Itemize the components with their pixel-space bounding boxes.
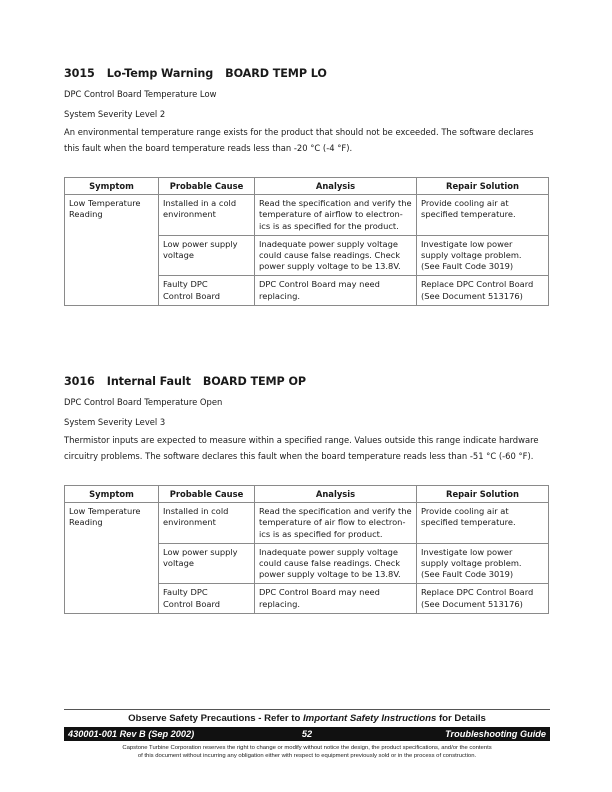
fault-code: 3016 [64,375,95,388]
guide-title: Troubleshooting Guide [445,729,546,739]
cell-line: voltage [163,250,194,261]
cell-line: Provide cooling air at [421,198,509,209]
safety-prefix: Observe Safety Precautions - Refer to [128,713,304,724]
solution-cell [417,584,549,613]
cell-line: power supply voltage to be 13.8V. [259,569,401,580]
cell-line: ics is as specified for product. [259,528,383,539]
solution-cell [417,195,549,236]
header-analysis: Analysis [255,486,417,503]
cell-line: (See Fault Code 3019) [421,261,514,272]
cell-line: Investigate low power [421,546,513,557]
cause-cell [159,543,255,584]
description-line: Thermistor inputs are expected to measure within a specified range. Values outside this range indicate hardware [64,435,539,445]
cell-line: replacing. [259,598,301,609]
cause-cell [159,584,255,613]
table-row [65,503,549,544]
cell-line: power supply voltage to be 13.8V. [259,261,401,272]
description-line: circuitry problems. The software declares this fault when the board temperature reads less than -51 °C (-60 °F). [64,450,534,461]
cause-cell [159,195,255,236]
cell-line: specified temperature. [421,517,516,528]
cell-line: environment [163,517,216,528]
cell-line: Read the specification and verify the [259,506,412,517]
fault-section-3015 [64,67,548,301]
cell-line: could cause false readings. Check [259,250,401,261]
legal-line: of this document without incurring any obligation either with respect to equipment previously sold or in the process of construction. [137,753,477,759]
cell-line: temperature of airflow to electron- [259,209,403,220]
header-repair-solution: Repair Solution [417,178,549,195]
cell-line: Low power supply [163,238,238,249]
header-symptom: Symptom [65,178,159,195]
header-analysis: Analysis [255,178,417,195]
cell-line: Installed in a cold [163,198,237,209]
analysis-cell [255,276,417,305]
cell-line: DPC Control Board may need [259,279,380,290]
fault-description [64,125,548,156]
safety-suffix: for Details [436,713,486,724]
legal-notice [64,744,550,760]
footer-divider [64,709,550,710]
cell-line: (See Document 513176) [421,290,523,301]
fault-name: BOARD TEMP LO [225,67,327,80]
fault-code: 3015 [64,67,95,80]
header-probable-cause: Probable Cause [159,178,255,195]
cell-line: Low Temperature [69,506,141,517]
description-line: this fault when the board temperature reads less than -20 °C (-4 °F). [64,142,353,153]
description-line: An environmental temperature range exists for the product that should not be exceeded. The software declares [64,127,534,137]
cause-cell [159,503,255,544]
cell-line: Low Temperature [69,198,141,209]
fault-subtitle: DPC Control Board Temperature Low [64,89,217,99]
cell-line: replacing. [259,290,301,301]
cause-cell [159,235,255,276]
fault-name: BOARD TEMP OP [202,375,306,388]
cell-line: (See Fault Code 3019) [421,569,514,580]
fault-heading [64,375,548,389]
fault-subtitle: DPC Control Board Temperature Open [64,397,223,407]
table-row [65,195,549,236]
safety-notice [64,713,550,724]
solution-cell [417,276,549,305]
cell-line: ics is as specified for the product. [259,220,399,231]
cell-line: Replace DPC Control Board [421,279,534,290]
fault-severity: System Severity Level 2 [64,109,166,119]
fault-title: Internal Fault [106,375,191,388]
cell-line: Installed in cold [163,506,229,517]
fault-description [64,433,548,464]
cell-line: Read the specification and verify the [259,198,412,209]
fault-heading [64,67,548,81]
fault-table [64,485,549,614]
cell-line: Replace DPC Control Board [421,587,534,598]
cell-line: Provide cooling air at [421,506,509,517]
fault-table [64,177,549,306]
cell-line: Faulty DPC [163,587,208,598]
cell-line: supply voltage problem. [421,558,522,569]
cell-line: specified temperature. [421,209,516,220]
cell-line: temperature of air flow to electron- [259,517,406,528]
analysis-cell [255,543,417,584]
fault-title: Lo-Temp Warning [106,67,214,80]
cell-line: Inadequate power supply voltage [259,546,399,557]
analysis-cell [255,235,417,276]
footer-bar [64,727,550,741]
symptom-cell [65,503,159,614]
solution-cell [417,543,549,584]
cell-line: Reading [69,517,103,528]
cell-line: Reading [69,209,103,220]
cell-line: Faulty DPC [163,279,208,290]
legal-line: Capstone Turbine Corporation reserves the right to change or modify without notice the design, the product specifications, and/or the contents [122,745,492,751]
analysis-cell [255,503,417,544]
cause-cell [159,276,255,305]
cell-line: Investigate low power [421,238,513,249]
header-probable-cause: Probable Cause [159,486,255,503]
solution-cell [417,503,549,544]
symptom-cell [65,195,159,306]
header-symptom: Symptom [65,486,159,503]
fault-section-3016 [64,375,548,609]
solution-cell [417,235,549,276]
cell-line: environment [163,209,216,220]
cell-line: DPC Control Board may need [259,587,380,598]
header-repair-solution: Repair Solution [417,486,549,503]
cell-line: Control Board [163,598,221,609]
cell-line: (See Document 513176) [421,598,523,609]
fault-severity: System Severity Level 3 [64,417,166,427]
page-number: 52 [301,729,313,739]
safety-link-text: Important Safety Instructions [303,713,437,724]
cell-line: could cause false readings. Check [259,558,401,569]
analysis-cell [255,195,417,236]
cell-line: supply voltage problem. [421,250,522,261]
analysis-cell [255,584,417,613]
doc-number: 430001-001 Rev B (Sep 2002) [68,729,195,739]
cell-line: voltage [163,558,194,569]
cell-line: Control Board [163,290,221,301]
cell-line: Low power supply [163,546,238,557]
cell-line: Inadequate power supply voltage [259,238,399,249]
